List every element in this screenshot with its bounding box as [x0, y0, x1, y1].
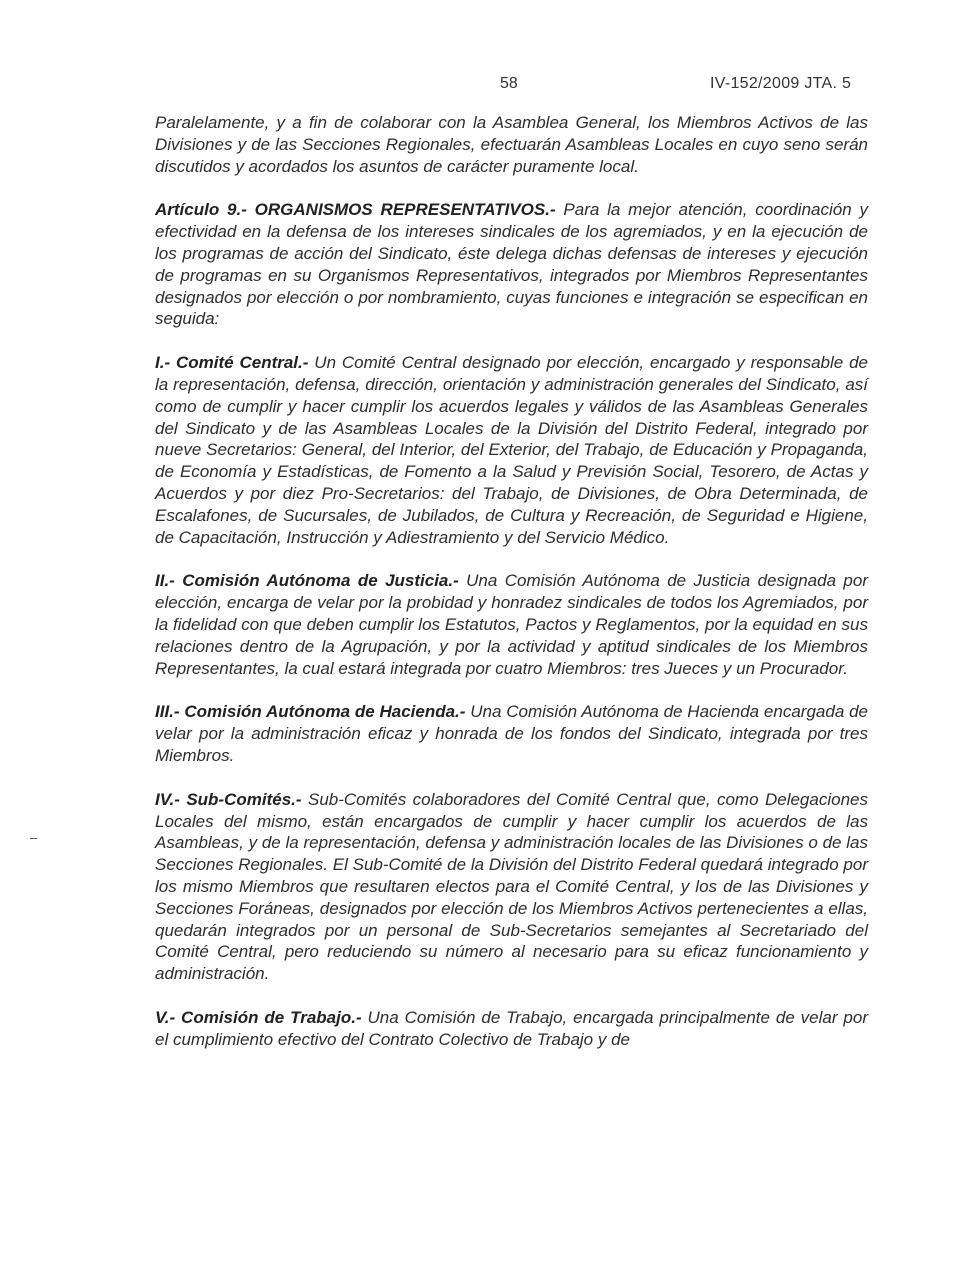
paragraph-comision-justicia [155, 570, 868, 679]
paragraph-sub-comites [155, 789, 868, 985]
document-reference: IV-152/2009 JTA. 5 [710, 75, 852, 92]
paragraph-comision-hacienda [155, 701, 868, 766]
paragraph-article-9 [155, 199, 868, 330]
paragraph-comite-central [155, 352, 868, 548]
page-number: 58 [500, 75, 518, 92]
article-heading: Artículo 9.- ORGANISMOS REPRESENTATIVOS.- [155, 200, 556, 220]
paragraph-intro [155, 112, 868, 177]
paragraph-text: Una Comisión de Trabajo, encargada principalmente de velar por el cumplimiento efectivo del Contrato Colectivo de Trabajo y de [155, 1007, 868, 1049]
paragraph-text: Un Comité Central designado por elección, encargado y responsable de la representación, defensa, dirección, orientación y administración generales del Sindicato, así como de cumplir y hacer cumplir los acuerdos legales y válidos de las Asambleas Generales del Sindicato y de las Asambleas Locales de la División del Distrito Federal, integrado por nueve Secretarios: General, del Interior, del Exterior, del Trabajo, de Educación y Propaganda, de Economía y Estadísticas, de Fomento a la Salud y Previsión Social, Tesorero, de Actas y Acuerdos y por diez Pro-Secretarios: del Trabajo, de Divisiones, de Obra Determinada, de Escalafones, de Sucursales, de Jubilados, de Cultura y Recreación, de Seguridad e Higiene, de Capacitación, Instrucción y Adiestramiento y del Servicio Médico. [155, 353, 869, 547]
paragraph-text: Una Comisión Autónoma de Justicia designada por elección, encarga de velar por la probidad y honradez sindicales de todos los Agremiados, por la fidelidad con que deben cumplir los Estatutos, Pactos y Reglamentos, por la equidad en sus relaciones dentro de la Agrupación, y por la actividad y aptitud sindicales de los Miembros Representantes, la cual estará integrada por cuatro Miembros: tres Jueces y un Procurador. [155, 571, 868, 678]
section-heading: I.- Comité Central.- [155, 353, 309, 373]
paragraph-text: Sub-Comités colaboradores del Comité Central que, como Delegaciones Locales del mismo, están encargados de cumplir y hacer cumplir los acuerdos de las Asambleas, y de la representación, defensa y administración locales de las Divisiones o de las Secciones Regionales. El Sub-Comité de la División del Distrito Federal quedará integrado por los mismo Miembros que resultaren electos para el Comité Central, y los de las Divisiones y Secciones Foráneas, designados por elección de los Miembros Activos pertenecientes a ellas, quedarán integrados por un personal de Sub-Secretarios semejantes al Secretariado del Comité Central, pero reduciendo su número al necesario para su eficaz funcionamiento y administración. [155, 789, 868, 984]
section-heading: IV.- Sub-Comités.- [155, 789, 302, 809]
section-heading: III.- Comisión Autónoma de Hacienda.- [155, 702, 466, 722]
paragraph-text: Una Comisión Autónoma de Hacienda encargada de velar por la administración eficaz y honrada de los fondos del Sindicato, integrada por tres Miembros. [155, 702, 868, 765]
document-body [155, 112, 868, 1072]
paragraph-text: Para la mejor atención, coordinación y efectividad en la defensa de los intereses sindicales de los agremiados, y en la ejecución de los programas de acción del Sindicato, éste delega dichas defensas de intereses y ejecución de programas en su Organismos Representativos, integrados por Miembros Representantes designados por elección o por nombramiento, cuyas funciones e integración se especifican en seguida: [155, 200, 868, 329]
section-heading: II.- Comisión Autónoma de Justicia.- [155, 571, 459, 591]
page-header [0, 75, 980, 97]
paragraph-text: Paralelamente, y a fin de colaborar con la Asamblea General, los Miembros Activos de las Divisiones y de las Secciones Regionales, efectuarán Asambleas Locales en cuyo seno serán discutidos y acordados los asuntos de carácter puramente local. [155, 113, 868, 176]
paragraph-comision-trabajo [155, 1007, 868, 1051]
section-heading: V.- Comisión de Trabajo.- [155, 1007, 362, 1027]
margin-mark [30, 838, 37, 839]
